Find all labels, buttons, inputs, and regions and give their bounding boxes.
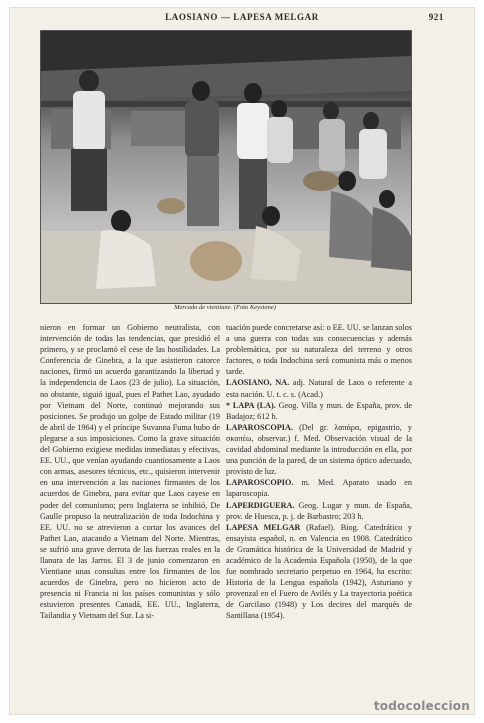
entry-headword: LAPAROSCOPIA. [226, 422, 293, 432]
entry-text: m. Med. Aparato usado en laparoscopia. [226, 478, 412, 499]
header-title: LAOSIANO — LAPESA MELGAR [165, 12, 319, 22]
entry-headword: LAPESA MELGAR [226, 522, 301, 532]
entry-text: (Del gr. λαπάρα, epigastrio, y σκοπέω, observar.) f. Med. Observación visual de la cavidad abdominal mediante la introducción en ella, por una punción de la pared, de un sistema óptico adecuado, provisto de luz. [226, 422, 412, 477]
dictionary-entry [226, 522, 412, 622]
market-photo [40, 30, 412, 304]
dictionary-entry [226, 422, 412, 477]
right-column-intro: tuación puede concretarse así: o EE. UU. se lanzan solos a una guerra con todas sus consecuencias y además problemática, por su naturaleza del terreno y otros factores, o toda Indochina será comunista más o menos tarde. [226, 323, 412, 377]
dictionary-entry [226, 500, 412, 522]
entry-headword: LAPAROSCOPIO. [226, 478, 294, 488]
entry-text: (Rafael). Biog. Catedrático y ensayista español, n. en Valencia en 1908. Catedrático de Gramática histórica de la Universidad de Madrid y académico de la Academia Española (1950), de la que fue nombrado secretario perpetuo en 1964, ha escrito: Historia de la Lengua española (1942), Asturiano y provenzal en el Fuero de Avilés y La trayectoria poética de Garcilaso (1948) y Los decires del marqués de Santillana (1954). [226, 522, 412, 621]
entry-headword: * LAPA (LA). [226, 400, 276, 410]
right-column [226, 322, 412, 692]
left-column [40, 322, 220, 692]
left-column-text: nieron en formar un Gobierno neutralista, con intervención de todas las tendencias, que presidió el primero, y se proclamó el cese de las hostilidades. La Conferencia de Ginebra, a la que asistieron catorce naciones, firmó un acuerdo garantizando la libertad y la independencia de Laos (23 de julio). La situación, no obstante, siguió igual, pues el Pathet Lao, ayudado por Vietnam del Norte, continuó mejorando sus posiciones. Se produjo un golpe de Estado militar (19 de abril de 1964) y el príncipe Suvanna Fuma hubo de plegarse a sus imposiciones. Como la grave situación del Gobierno exigiese medidas inmediatas y efectivas, EE. UU., que venían ayudando cuantiosamente a Laos con armas, asesores técnicos, etc., quisieron intervenir en una intervención a las naciones firmantes de los acuerdos de Ginebra, para evitar que Laos cayese en poder del comunismo; pero Inglaterra se inhibió, De Gaulle propuso la neutralización de toda Indochina y EE. UU. no se atrevieron a cortar los avances del Pathet Lao, atacando a Vietnam del Norte. Mientras, se sufrió una grave derrota de las fuerzas reales en la llanura de las Jarros. El 3 de junio comenzaron en Vientiane unas consultas entre los firmantes de los acuerdos de Ginebra, pero no hicieron acto de presencia ni Francia ni los países comunistas y sólo estuvieron presentes Canadá, EE. UU., Inglaterra, Tailandia y Vietnam del Sur. La si- [40, 323, 220, 621]
entry-headword: LAPERDIGUERA. [226, 500, 295, 510]
page-number: 921 [428, 12, 444, 22]
dictionary-entry [226, 377, 412, 399]
running-header [40, 12, 444, 26]
dictionary-entry [226, 400, 412, 422]
entry-text: Geog. Lugar y mun. de España, prov. de Huesca, p. j. de Barbastro; 203 h. [226, 500, 412, 521]
entry-text: adj. Natural de Laos o referente a esta nación. U. t. c. s. (Acad.) [226, 378, 412, 399]
photo-illustration [41, 31, 411, 303]
photo-caption: Mercado de vientiane. (Foto Keystone) [174, 304, 276, 311]
watermark-logo: todocoleccion [373, 699, 470, 713]
entry-text: Geog. Villa y mun. de España, prov. de Badajoz; 612 h. [226, 400, 412, 421]
entry-headword: LAOSIANO, NA. [226, 378, 290, 388]
dictionary-entry [226, 477, 412, 499]
